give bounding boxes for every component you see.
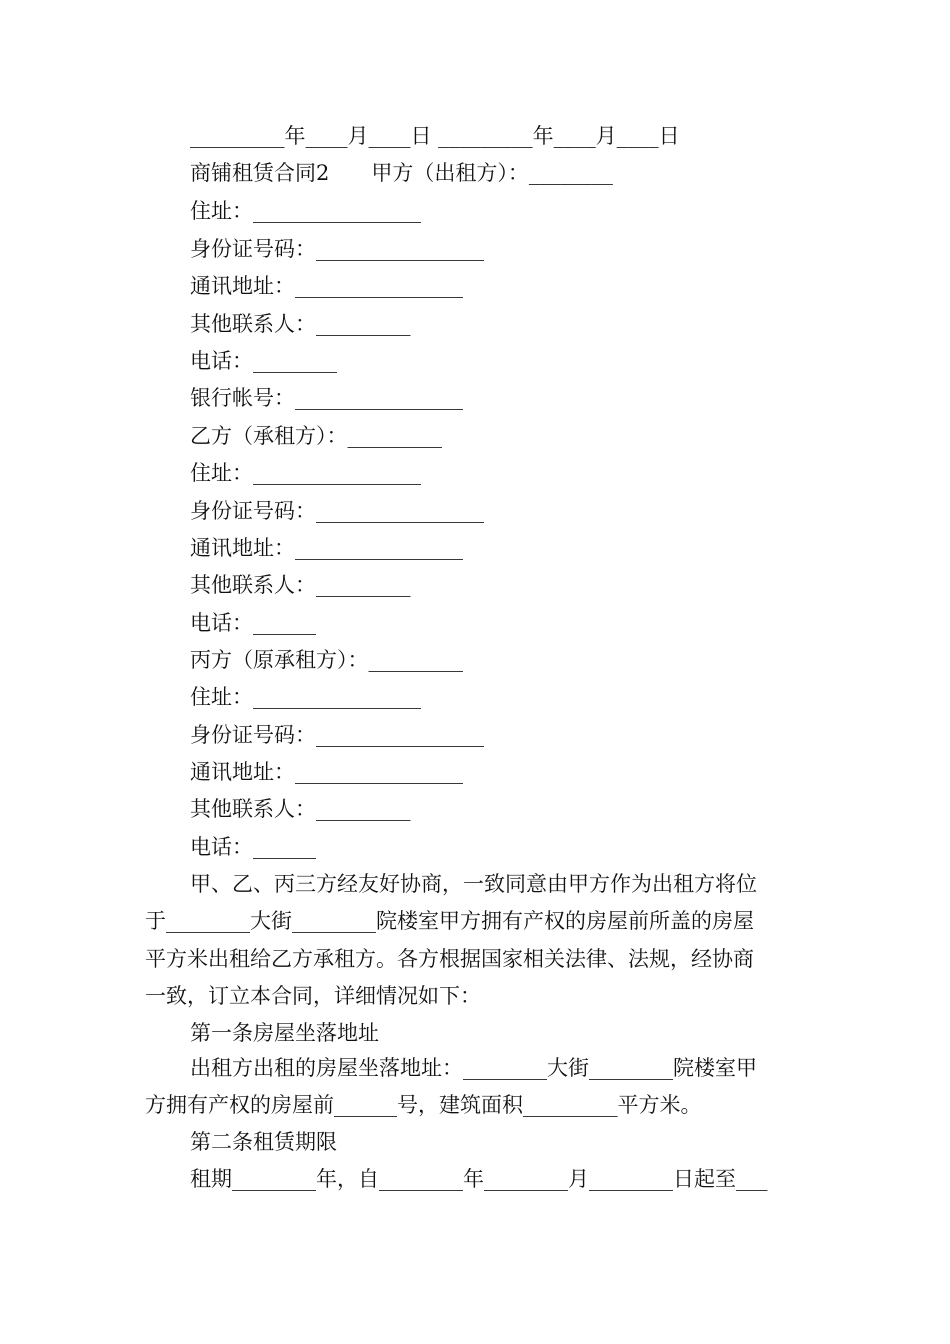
party-c-phone: 电话：______ bbox=[190, 835, 316, 859]
party-c-id-number: 身份证号码：________________ bbox=[190, 723, 484, 747]
party-a-bank-account: 银行帐号：________________ bbox=[190, 386, 463, 410]
party-b-other-contact: 其他联系人：_________ bbox=[190, 573, 411, 597]
contract-title-party-a: 商铺租赁合同2 甲方（出租方）：________ bbox=[190, 161, 613, 185]
article-1-line: 出租方出租的房屋坐落地址：________大街________院楼室甲 bbox=[190, 1056, 757, 1080]
article-2-line: 租期________年，自________年________月________日起至___ bbox=[190, 1167, 768, 1191]
article-1-title: 第一条房屋坐落地址 bbox=[190, 1021, 379, 1045]
date-line: _________年____月____日 _________年____月____日 bbox=[190, 124, 680, 148]
party-b-mailing-address: 通讯地址：________________ bbox=[190, 536, 463, 560]
party-a-mailing-address: 通讯地址：________________ bbox=[190, 274, 463, 298]
party-c-other-contact: 其他联系人：_________ bbox=[190, 797, 411, 821]
article-2-title: 第二条租赁期限 bbox=[190, 1130, 337, 1154]
party-c-address: 住址：________________ bbox=[190, 685, 421, 709]
intro-paragraph-line: 一致，订立本合同，详细情况如下： bbox=[145, 984, 481, 1008]
party-b-heading: 乙方（承租方）：_________ bbox=[190, 424, 442, 448]
intro-paragraph-line: 于________大街________院楼室甲方拥有产权的房屋前所盖的房屋 bbox=[145, 909, 754, 933]
intro-paragraph-line: 甲、乙、丙三方经友好协商，一致同意由甲方作为出租方将位 bbox=[190, 872, 757, 896]
party-a-address: 住址：________________ bbox=[190, 199, 421, 223]
party-a-phone: 电话：________ bbox=[190, 349, 337, 373]
article-1-line: 方拥有产权的房屋前______号，建筑面积_________平方米。 bbox=[145, 1093, 702, 1117]
party-b-id-number: 身份证号码：________________ bbox=[190, 499, 484, 523]
party-c-mailing-address: 通讯地址：________________ bbox=[190, 760, 463, 784]
party-a-id-number: 身份证号码：________________ bbox=[190, 237, 484, 261]
party-a-other-contact: 其他联系人：_________ bbox=[190, 312, 411, 336]
party-c-heading: 丙方（原承租方）：_________ bbox=[190, 648, 463, 672]
intro-paragraph-line: 平方米出租给乙方承租方。各方根据国家相关法律、法规，经协商 bbox=[145, 947, 754, 971]
party-b-phone: 电话：______ bbox=[190, 611, 316, 635]
party-b-address: 住址：________________ bbox=[190, 461, 421, 485]
